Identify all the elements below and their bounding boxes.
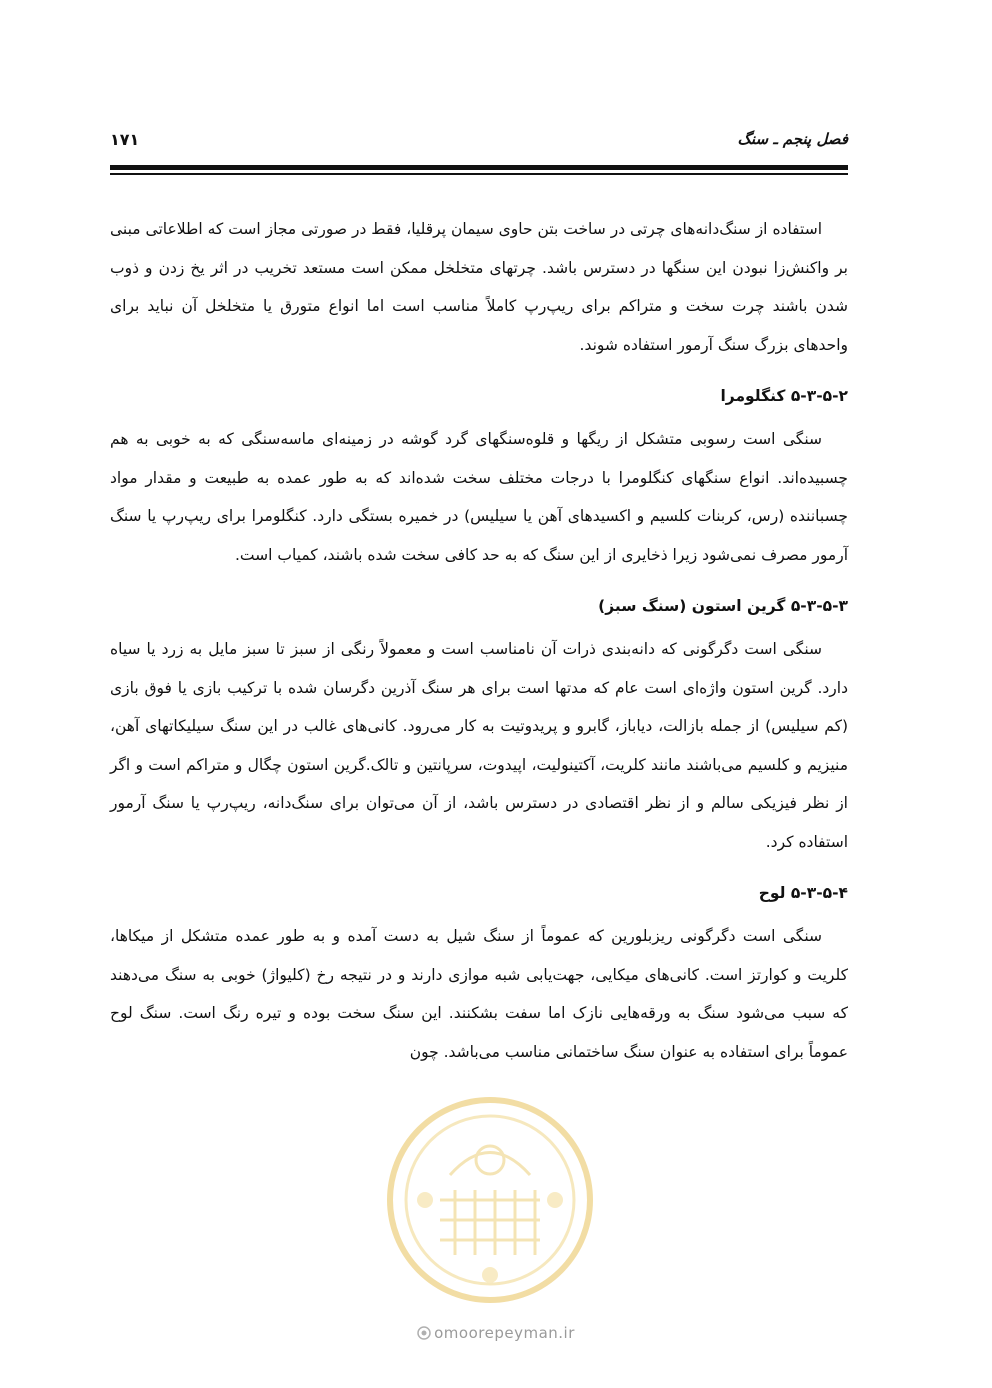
running-header [110,128,848,158]
section-paragraph: سنگی است رسوبی متشکل از ریگها و قلوه‌سنگهای گرد گوشه در زمینه‌ای ماسه‌سنگی که به خوبی به هم چسبیده‌اند. انواع سنگهای کنگلومرا با درجات مختلف سخت شده‌اند که به طور عمده به طبیعت و مقدار مواد چسباننده (رس، کربنات کلسیم و اکسیدهای آهن یا سیلیس) در خمیره بستگی دارد. کنگلومرا برای ریپ‌رپ یا سنگ آرمور مصرف نمی‌شود زیرا ذخایری از این سنگ که به حد کافی سخت شده باشند، کمیاب است. [110,430,848,564]
page-number: ۱۷۱ [110,130,140,149]
section-heading: ۵-۳-۵-۲ کنگلومرا [720,387,848,405]
section-greenstone [110,587,848,861]
watermark-logo-icon [417,1326,431,1340]
section-heading: ۵-۳-۵-۴ لوح [758,884,848,902]
header-rule-thick [110,165,848,170]
section-slate [110,874,848,1071]
section-conglomerate [110,377,848,574]
watermark-site [0,1324,992,1342]
section-paragraph: سنگی است دگرگونی ریزبلورین که عموماً از سنگ شیل به دست آمده و به طور عمده متشکل از میکاها، کلریت و کوارتز است. کانی‌های میکایی، جهت‌یابی شبه موازی دارند و در نتیجه رخ (کلیواژ) خوبی به سنگ می‌دهند که سبب می‌شود سنگ به ورقه‌هایی نازک اما سفت بشکنند. این سنگ سخت بوده و تیره رنگ است. سنگ لوح عموماً برای استفاده به عنوان سنگ ساختمانی مناسب می‌باشد. چون [110,927,848,1061]
chapter-title: فصل پنجم ـ سنگ [737,130,848,148]
section-heading: ۵-۳-۵-۳ گرین استون (سنگ سبز) [598,597,848,615]
section-paragraph: سنگی است دگرگونی که دانه‌بندی ذرات آن نامناسب است و معمولاً رنگی از سبز تا سبز مایل به زرد یا سیاه دارد. گرین استون واژه‌ای است عام که مدتها است برای هر سنگ آذرین دگرسان شده با ترکیب بازی یا فوق بازی (کم سیلیس) از جمله بازالت، دیاباز، گابرو و پریدوتیت به کار می‌رود. کانی‌های غالب در این سنگ سیلیکاتهای آهن، منیزیم و کلسیم می‌باشند مانند کلریت، آکتینولیت، اپیدوت، سرپانتین و تالک.گرین استون چگال و متراکم است و اگر از نظر فیزیکی سالم و از نظر اقتصادی در دسترس باشد، از آن می‌توان برای سنگ‌دانه، ریپ‌رپ یا سنگ آرمور استفاده کرد. [110,640,848,851]
header-rule-thin [110,173,848,175]
watermark-site-text: omoorepeyman.ir [434,1324,575,1342]
page-body [110,210,848,1071]
watermark-seal-icon [380,1090,600,1310]
intro-paragraph: استفاده از سنگ‌دانه‌های چرتی در ساخت بتن حاوی سیمان پرقلیا، فقط در صورتی مجاز است که اطلاعاتی مبنی بر واکنش‌زا نبودن این سنگها در دسترس باشد. چرتهای متخلخل ممکن است مستعد تخریب در اثر یخ زدن و ذوب شدن باشند چرت سخت و متراکم برای ریپ‌رپ کاملاً مناسب است اما انواع متورق یا متخلخل آن نباید برای واحدهای بزرگ سنگ آرمور استفاده شوند. [110,220,848,354]
